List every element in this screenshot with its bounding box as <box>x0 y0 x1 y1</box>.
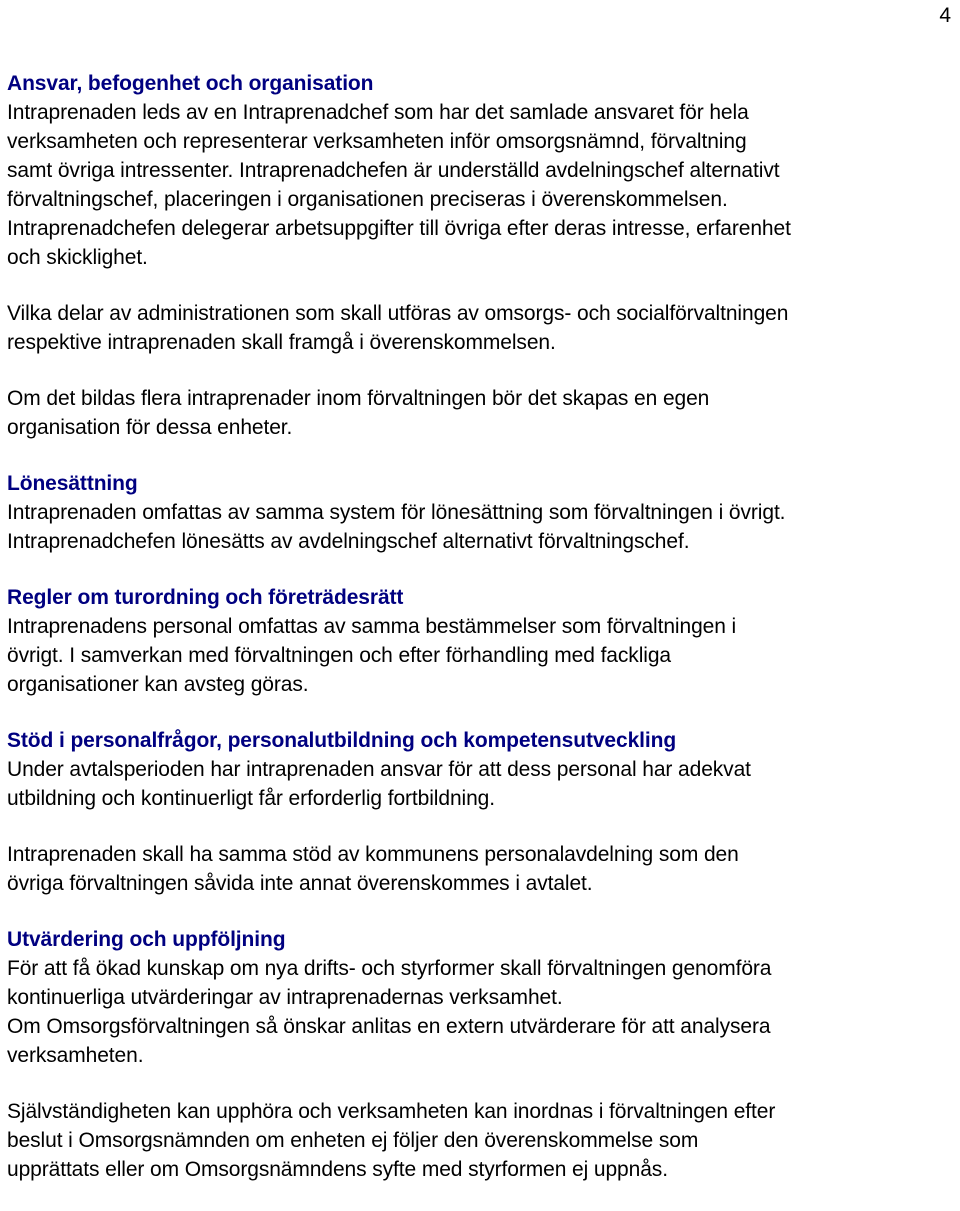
text-line: Intraprenaden omfattas av samma system för lönesättning som förvaltningen i övrigt. <box>7 501 786 524</box>
paragraph <box>7 98 955 272</box>
text-line: organisation för dessa enheter. <box>7 416 293 439</box>
section-heading: Utvärdering och uppföljning <box>7 928 286 951</box>
section-heading: Lönesättning <box>7 472 138 495</box>
section-heading: Regler om turordning och företrädesrätt <box>7 586 404 609</box>
paragraph <box>7 498 955 556</box>
paragraph <box>7 840 955 898</box>
paragraph <box>7 755 955 813</box>
text-line: Under avtalsperioden har intraprenaden ansvar för att dess personal har adekvat <box>7 758 751 781</box>
text-line: förvaltningschef, placeringen i organisationen preciseras i överenskommelsen. <box>7 188 728 211</box>
paragraph <box>7 1097 955 1184</box>
paragraph <box>7 954 955 1070</box>
section-heading: Stöd i personalfrågor, personalutbildning och kompetensutveckling <box>7 729 677 752</box>
text-line: Intraprenadchefen lönesätts av avdelningschef alternativt förvaltningschef. <box>7 530 690 553</box>
text-line: samt övriga intressenter. Intraprenadchefen är underställd avdelningschef alternativt <box>7 159 780 182</box>
text-line: För att få ökad kunskap om nya drifts- och styrformer skall förvaltningen genomföra <box>7 957 772 980</box>
section-stod <box>7 726 955 898</box>
text-line: Intraprenadchefen delegerar arbetsuppgifter till övriga efter deras intresse, erfarenhet <box>7 217 791 240</box>
text-line: Intraprenaden skall ha samma stöd av kommunens personalavdelning som den <box>7 843 739 866</box>
text-line: Vilka delar av administrationen som skall utföras av omsorgs- och socialförvaltningen <box>7 302 789 325</box>
text-line: Intraprenaden leds av en Intraprenadchef som har det samlade ansvaret för hela <box>7 101 749 124</box>
text-line: beslut i Omsorgsnämnden om enheten ej följer den överenskommelse som <box>7 1129 699 1152</box>
text-line: Intraprenadens personal omfattas av samma bestämmelser som förvaltningen i <box>7 615 737 638</box>
paragraph <box>7 384 955 442</box>
section-regler <box>7 583 955 699</box>
section-lonesattning <box>7 469 955 556</box>
paragraph <box>7 299 955 357</box>
section-utvardering <box>7 925 955 1184</box>
text-line: övriga förvaltningen såvida inte annat överenskommes i avtalet. <box>7 872 593 895</box>
text-line: och skicklighet. <box>7 246 148 269</box>
text-line: respektive intraprenaden skall framgå i överenskommelsen. <box>7 331 556 354</box>
text-line: Om det bildas flera intraprenader inom förvaltningen bör det skapas en egen <box>7 387 710 410</box>
text-line: verksamheten. <box>7 1044 144 1067</box>
text-line: organisationer kan avsteg göras. <box>7 673 309 696</box>
text-line: Självständigheten kan upphöra och verksamheten kan inordnas i förvaltningen efter <box>7 1100 776 1123</box>
section-heading: Ansvar, befogenhet och organisation <box>7 72 374 95</box>
text-line: verksamheten och representerar verksamheten inför omsorgsnämnd, förvaltning <box>7 130 747 153</box>
page-number: 4 <box>939 4 951 27</box>
text-line: Om Omsorgsförvaltningen så önskar anlitas en extern utvärderare för att analysera <box>7 1015 771 1038</box>
text-line: upprättats eller om Omsorgsnämndens syfte med styrformen ej uppnås. <box>7 1158 668 1181</box>
document-body <box>7 69 955 1184</box>
section-ansvar <box>7 69 955 442</box>
text-line: övrigt. I samverkan med förvaltningen och efter förhandling med fackliga <box>7 644 671 667</box>
text-line: kontinuerliga utvärderingar av intraprenadernas verksamhet. <box>7 986 563 1009</box>
paragraph <box>7 612 955 699</box>
text-line: utbildning och kontinuerligt får erforderlig fortbildning. <box>7 787 495 810</box>
